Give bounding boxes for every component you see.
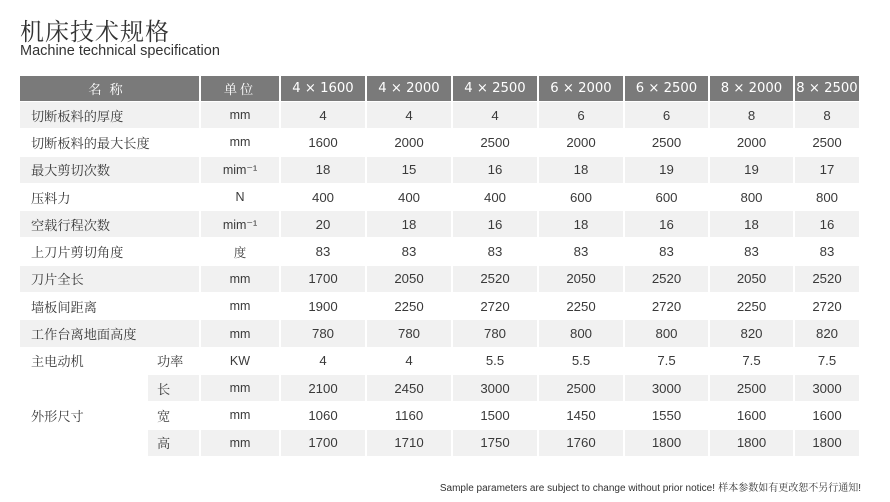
row-value: 2050	[539, 266, 625, 293]
row-value: 2000	[367, 129, 453, 156]
row-value: 3000	[795, 375, 861, 402]
row-value: 1600	[281, 129, 367, 156]
header-model: 8 × 2500	[795, 76, 861, 102]
row-value: 4	[281, 102, 367, 129]
row-value: 6	[625, 102, 710, 129]
row-value: 18	[710, 211, 795, 238]
row-value: 2250	[539, 293, 625, 320]
row-value: 83	[367, 238, 453, 265]
row-unit: mm	[201, 320, 281, 347]
row-value: 83	[625, 238, 710, 265]
row-value: 1600	[795, 402, 861, 429]
header-model: 8 × 2000	[710, 76, 795, 102]
row-unit: mm	[201, 293, 281, 320]
row-value: 8	[710, 102, 795, 129]
row-unit: mm	[201, 402, 281, 429]
page-title-en: Machine technical specification	[20, 43, 220, 59]
row-value: 18	[367, 211, 453, 238]
row-value: 780	[453, 320, 539, 347]
row-value: 4	[367, 348, 453, 375]
row-name: 切断板料的最大长度	[20, 129, 201, 156]
row-value: 18	[539, 211, 625, 238]
row-value: 780	[367, 320, 453, 347]
row-unit: KW	[201, 348, 281, 375]
row-value: 2500	[625, 129, 710, 156]
row-value: 800	[710, 184, 795, 211]
row-value: 800	[625, 320, 710, 347]
table-row	[20, 293, 861, 320]
row-unit: N	[201, 184, 281, 211]
row-value: 8	[795, 102, 861, 129]
row-value: 2000	[539, 129, 625, 156]
row-value: 400	[367, 184, 453, 211]
row-value: 17	[795, 157, 861, 184]
row-value: 800	[795, 184, 861, 211]
row-value: 1800	[795, 430, 861, 457]
notice-cn: 样本参数如有更改恕不另行通知!	[718, 483, 861, 494]
row-unit: mm	[201, 129, 281, 156]
row-value: 2050	[710, 266, 795, 293]
row-value: 780	[281, 320, 367, 347]
row-value: 2520	[625, 266, 710, 293]
row-value: 6	[539, 102, 625, 129]
row-unit: mm	[201, 430, 281, 457]
row-value: 2720	[625, 293, 710, 320]
row-value: 18	[539, 157, 625, 184]
row-name: 最大剪切次数	[20, 157, 201, 184]
row-value: 83	[453, 238, 539, 265]
row-name: 刀片全长	[20, 266, 201, 293]
row-name: 墙板间距离	[20, 293, 201, 320]
row-value: 820	[710, 320, 795, 347]
row-value: 7.5	[710, 348, 795, 375]
row-subname: 高	[148, 430, 201, 457]
row-unit: mim⁻¹	[201, 157, 281, 184]
row-value: 83	[795, 238, 861, 265]
table-row	[20, 320, 861, 347]
row-value: 1760	[539, 430, 625, 457]
row-value: 2500	[453, 129, 539, 156]
row-value: 2500	[539, 375, 625, 402]
row-value: 2100	[281, 375, 367, 402]
row-value: 83	[281, 238, 367, 265]
row-value: 1160	[367, 402, 453, 429]
row-subname: 长	[148, 375, 201, 402]
row-value: 4	[367, 102, 453, 129]
row-value: 16	[625, 211, 710, 238]
header-model: 4 × 2500	[453, 76, 539, 102]
row-unit: mm	[201, 375, 281, 402]
table-row	[20, 211, 861, 238]
row-value: 2520	[453, 266, 539, 293]
row-value: 16	[795, 211, 861, 238]
row-value: 5.5	[539, 348, 625, 375]
row-name: 上刀片剪切角度	[20, 238, 201, 265]
row-value: 3000	[453, 375, 539, 402]
row-value: 2720	[453, 293, 539, 320]
row-subname: 功率	[148, 348, 201, 375]
header-model: 4 × 1600	[281, 76, 367, 102]
table-row	[20, 348, 861, 375]
row-value: 2250	[710, 293, 795, 320]
row-value: 3000	[625, 375, 710, 402]
row-value: 1550	[625, 402, 710, 429]
row-value: 1710	[367, 430, 453, 457]
table-row	[20, 184, 861, 211]
row-value: 1700	[281, 430, 367, 457]
spec-table	[20, 76, 861, 457]
row-value: 18	[281, 157, 367, 184]
row-value: 2050	[367, 266, 453, 293]
header-unit: 单位	[201, 76, 281, 102]
row-value: 4	[281, 348, 367, 375]
row-value: 2450	[367, 375, 453, 402]
row-value: 600	[539, 184, 625, 211]
row-value: 800	[539, 320, 625, 347]
row-value: 4	[453, 102, 539, 129]
row-value: 7.5	[795, 348, 861, 375]
row-unit: mim⁻¹	[201, 211, 281, 238]
table-body	[20, 102, 861, 457]
row-value: 20	[281, 211, 367, 238]
row-value: 400	[453, 184, 539, 211]
table-row	[20, 129, 861, 156]
row-value: 19	[710, 157, 795, 184]
header-model: 6 × 2500	[625, 76, 710, 102]
row-value: 1750	[453, 430, 539, 457]
row-value: 1800	[710, 430, 795, 457]
row-value: 16	[453, 157, 539, 184]
row-value: 5.5	[453, 348, 539, 375]
row-value: 1600	[710, 402, 795, 429]
row-value: 83	[539, 238, 625, 265]
header-model: 4 × 2000	[367, 76, 453, 102]
row-value: 2000	[710, 129, 795, 156]
row-unit: mm	[201, 266, 281, 293]
row-value: 820	[795, 320, 861, 347]
row-value: 1060	[281, 402, 367, 429]
row-name: 工作台离地面高度	[20, 320, 201, 347]
row-unit: 度	[201, 238, 281, 265]
table-row	[20, 266, 861, 293]
page-title-cn: 机床技术规格	[20, 18, 170, 46]
table-header-row	[20, 76, 861, 102]
row-subname: 宽	[148, 402, 201, 429]
row-name: 压料力	[20, 184, 201, 211]
row-value: 2250	[367, 293, 453, 320]
row-value: 2520	[795, 266, 861, 293]
header-name: 名称	[20, 76, 201, 102]
row-unit: mm	[201, 102, 281, 129]
row-value: 1900	[281, 293, 367, 320]
row-name: 切断板料的厚度	[20, 102, 201, 129]
table-row	[20, 238, 861, 265]
row-value: 400	[281, 184, 367, 211]
row-value: 1800	[625, 430, 710, 457]
row-value: 1450	[539, 402, 625, 429]
row-value: 1500	[453, 402, 539, 429]
row-value: 15	[367, 157, 453, 184]
row-value: 7.5	[625, 348, 710, 375]
row-value: 16	[453, 211, 539, 238]
row-name: 主电动机	[20, 348, 148, 375]
row-name: 外形尺寸	[20, 375, 148, 457]
row-value: 2500	[710, 375, 795, 402]
table-row	[20, 102, 861, 129]
row-value: 83	[710, 238, 795, 265]
row-value: 19	[625, 157, 710, 184]
row-name: 空载行程次数	[20, 211, 201, 238]
table-row	[20, 375, 861, 402]
row-value: 2720	[795, 293, 861, 320]
row-value: 1700	[281, 266, 367, 293]
header-model: 6 × 2000	[539, 76, 625, 102]
row-value: 600	[625, 184, 710, 211]
notice-en: Sample parameters are subject to change without prior notice!	[439, 483, 716, 494]
table-row	[20, 157, 861, 184]
row-value: 2500	[795, 129, 861, 156]
footer-notice	[440, 479, 861, 494]
